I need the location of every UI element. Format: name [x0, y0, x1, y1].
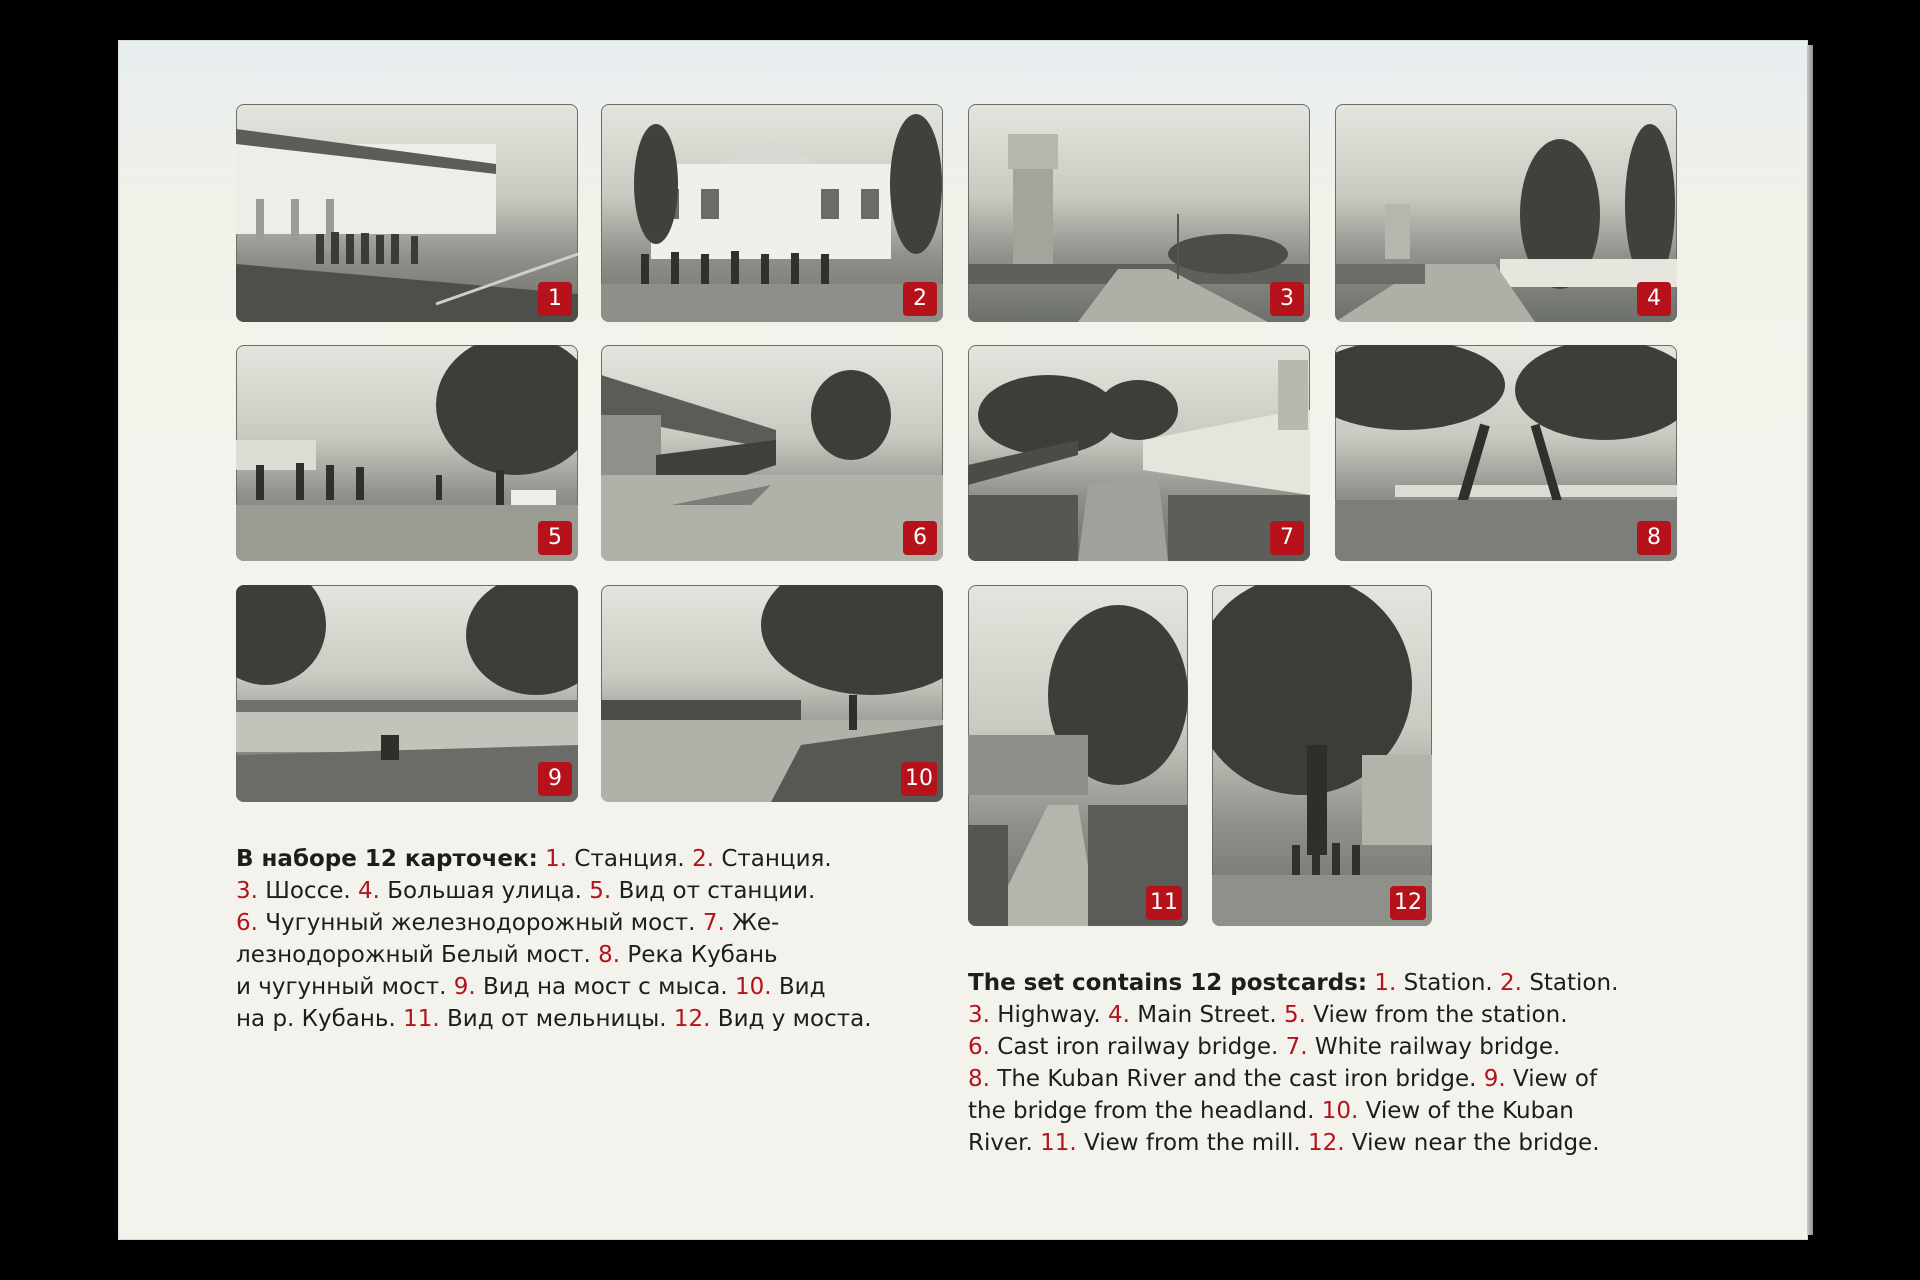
postcard-number-badge: 8 — [1637, 521, 1671, 555]
postcard-thumbnail-1 — [236, 104, 578, 322]
bridge-from-headland-photo — [236, 585, 578, 802]
postcard-thumbnail-4 — [1335, 104, 1677, 322]
caption-russian — [236, 843, 896, 1035]
postcard-number-badge: 7 — [1270, 521, 1304, 555]
postcard-thumbnail-3 — [968, 104, 1310, 322]
postcard-number-badge: 2 — [903, 282, 937, 316]
caption-heading: В наборе 12 карточек: — [236, 846, 538, 872]
postcard-number-badge: 10 — [901, 762, 937, 796]
caption-line: The set contains 12 postcards: 1. Station. 2. Station. — [968, 970, 1619, 996]
caption-heading: The set contains 12 postcards: — [968, 970, 1368, 996]
postcard-number-badge: 9 — [538, 762, 572, 796]
postcard-thumbnail-2 — [601, 104, 943, 322]
water-tower-road-photo — [968, 104, 1310, 322]
station-platform-photo — [236, 104, 578, 322]
caption-line: River. 11. View from the mill. 12. View near the bridge. — [968, 1130, 1600, 1156]
kuban-river-view-photo — [601, 585, 943, 802]
cast-iron-bridge-photo — [601, 345, 943, 561]
postcard-thumbnail-9 — [236, 585, 578, 802]
caption-line: 6. Чугунный железнодорожный мост. 7. Же- — [236, 910, 780, 936]
caption-line: 8. The Kuban River and the cast iron bridge. 9. View of — [968, 1066, 1598, 1092]
main-street-photo — [1335, 104, 1677, 322]
postcard-number-badge: 4 — [1637, 282, 1671, 316]
postcard-number-badge: 3 — [1270, 282, 1304, 316]
white-railway-bridge-photo — [968, 345, 1310, 561]
postcard-thumbnail-5 — [236, 345, 578, 561]
caption-english — [968, 967, 1688, 1159]
postcard-thumbnail-10 — [601, 585, 943, 802]
caption-line: и чугунный мост. 9. Вид на мост с мыса. 10. Вид — [236, 974, 826, 1000]
postcard-thumbnail-6 — [601, 345, 943, 561]
caption-line: на р. Кубань. 11. Вид от мельницы. 12. Вид у моста. — [236, 1006, 872, 1032]
kuban-river-bridge-photo — [1335, 345, 1677, 561]
postcard-number-badge: 1 — [538, 282, 572, 316]
caption-line: В наборе 12 карточек: 1. Станция. 2. Станция. — [236, 846, 832, 872]
postcard-thumbnail-7 — [968, 345, 1310, 561]
view-from-mill-photo — [968, 585, 1188, 926]
station-building-photo — [601, 104, 943, 322]
caption-line: 3. Highway. 4. Main Street. 5. View from the station. — [968, 1002, 1568, 1028]
view-from-station-photo — [236, 345, 578, 561]
postcard-number-badge: 5 — [538, 521, 572, 555]
postcard-thumbnail-11 — [968, 585, 1188, 926]
caption-line: 3. Шоссе. 4. Большая улица. 5. Вид от станции. — [236, 878, 816, 904]
postcard-number-badge: 6 — [903, 521, 937, 555]
caption-line: the bridge from the headland. 10. View of the Kuban — [968, 1098, 1574, 1124]
postcard-number-badge: 11 — [1146, 886, 1182, 920]
caption-line: лезнодорожный Белый мост. 8. Река Кубань — [236, 942, 778, 968]
postcard-number-badge: 12 — [1390, 886, 1426, 920]
postcard-thumbnail-12 — [1212, 585, 1432, 926]
view-near-bridge-photo — [1212, 585, 1432, 926]
caption-line: 6. Cast iron railway bridge. 7. White railway bridge. — [968, 1034, 1561, 1060]
postcard-thumbnail-8 — [1335, 345, 1677, 561]
